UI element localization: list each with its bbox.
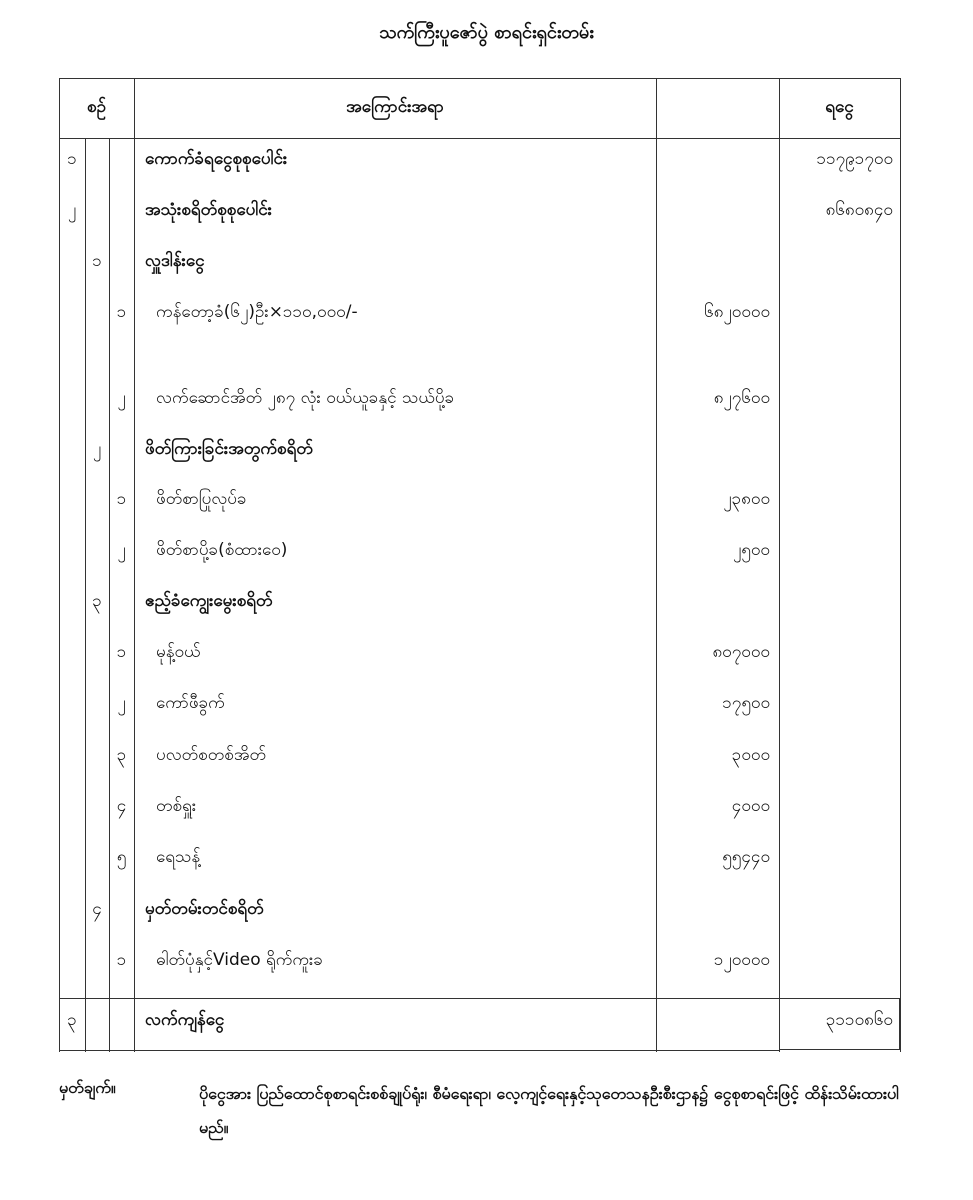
row-description: ရေသန့်: [156, 847, 201, 867]
table-row: [59, 586, 901, 616]
table-row: [59, 144, 901, 174]
row-description: ဖိတ်စာပြုလုပ်ခ: [156, 489, 247, 509]
header-no: စဉ်: [87, 96, 106, 117]
row-description: ကန်တော့ခံ(၆၂)ဦး×၁၁၀,၀၀၀/-: [156, 302, 358, 322]
table-row: [59, 791, 901, 821]
row-subnumber: ၄: [92, 899, 102, 919]
row-description: ဓါတ်ပုံနှင့်Video ရိုက်ကူးခ: [156, 950, 323, 970]
row-subamount: ၁၂၀၀၀၀: [713, 950, 770, 970]
row-subnumber: ၂: [92, 439, 102, 459]
table-row: [59, 246, 901, 276]
table-row: [59, 842, 901, 872]
table-row: [59, 535, 901, 565]
row-description: ဖိတ်စာပို့ခ(စံထားဝေ): [156, 540, 288, 560]
row-description: ဖိတ်ကြားခြင်းအတွက်စရိတ်: [145, 439, 313, 459]
row-description: လက်ကျန်ငွေ: [145, 1010, 225, 1030]
footnote-label: မှတ်ချက်။: [59, 1078, 116, 1097]
row-subamount: ၃၀၀၀: [731, 745, 770, 765]
table-border-bottom: [59, 1050, 780, 1051]
row-total: ၁၁၇၉၁၇၀၀: [816, 149, 893, 169]
row-subamount: ၈၀၇၀၀၀: [712, 642, 770, 662]
row-number: ၁: [67, 149, 77, 169]
header-divider: [59, 138, 901, 139]
row-item-number: ၃: [116, 745, 127, 765]
row-item-number: ၄: [116, 796, 127, 816]
table-row: [59, 740, 901, 770]
row-description: ကော်ဖီခွက်: [156, 693, 225, 713]
row-item-number: ၁: [116, 302, 127, 322]
row-total: ၃၁၁၀၈၆၀: [825, 1010, 893, 1030]
row-description: မုန့်ဝယ်: [156, 642, 201, 662]
row-subnumber: ၃: [92, 591, 102, 611]
row-subamount: ၂၅၀၀: [732, 540, 770, 560]
table-row: [59, 195, 901, 225]
table-row: [59, 484, 901, 514]
row-description: လက်ဆောင်အိတ် ၂၈၇ လုံး ဝယ်ယူခနှင့် သယ်ပို့ခ: [156, 388, 455, 408]
row-item-number: ၁: [116, 489, 127, 509]
row-item-number: ၂: [117, 388, 126, 408]
row-item-number: ၁: [116, 950, 127, 970]
table-row: [59, 637, 901, 667]
row-item-number: ၅: [116, 847, 127, 867]
row-description: အသုံးစရိတ်စုစုပေါင်း: [145, 200, 272, 220]
row-description: ဧည့်ခံကျွေးမွေးစရိတ်: [145, 591, 273, 611]
row-subamount: ၂၃၈၀၀: [723, 489, 770, 509]
row-item-number: ၂: [117, 540, 126, 560]
row-subamount: ၆၈၂၀၀၀၀: [704, 302, 770, 322]
table-row: [59, 894, 901, 924]
row-subamount: ၁၇၅၀၀: [722, 693, 770, 713]
row-description: ကောက်ခံရငွေစုစုပေါင်း: [145, 149, 288, 169]
row-total: ၈၆၈၀၈၄၀: [825, 200, 893, 220]
header-amount: ရငွေ: [825, 96, 854, 117]
row-item-number: ၂: [117, 693, 126, 713]
row-number: ၂: [67, 200, 77, 220]
row-description: လှူဒါန်းငွေ: [145, 251, 205, 271]
header-description: အကြောင်းအရာ: [346, 96, 444, 117]
table-row: [59, 945, 901, 975]
row-description: မှတ်တမ်းတင်စရိတ်: [145, 899, 264, 919]
row-description: တစ်ရှူး: [156, 796, 197, 816]
row-item-number: ၁: [116, 642, 127, 662]
row-description: ပလတ်စတစ်အိတ်: [156, 745, 267, 765]
row-subamount: ၈၂၇၆၀၀: [713, 388, 770, 408]
row-subamount: ၅၅၄၄၀: [722, 847, 770, 867]
row-subnumber: ၁: [92, 251, 102, 271]
footnote-text: ပိုငွေအား ပြည်ထောင်စုစာရင်းစစ်ချုပ်ရုံး၊ စီမံရေးရာ၊ လေ့ကျင့်ရေးနှင့်သုတေသနဦးစီးဌာန၌ ငွေစုစာရင်းဖြင့် ထိန်းသိမ်းထားပါမည်။: [199, 1084, 899, 1137]
balance-divider: [59, 998, 780, 999]
table-row: [59, 297, 901, 327]
table-row: [59, 688, 901, 718]
row-subamount: ၄၀၀၀: [731, 796, 770, 816]
statement-table: [59, 78, 901, 1052]
row-number: ၃: [67, 1010, 77, 1030]
table-row-balance: [59, 1005, 901, 1035]
document-title: သက်ကြီးပူဇော်ပွဲ စာရင်းရှင်းတမ်း: [379, 22, 594, 43]
table-row: [59, 434, 901, 464]
table-row: [59, 383, 901, 413]
